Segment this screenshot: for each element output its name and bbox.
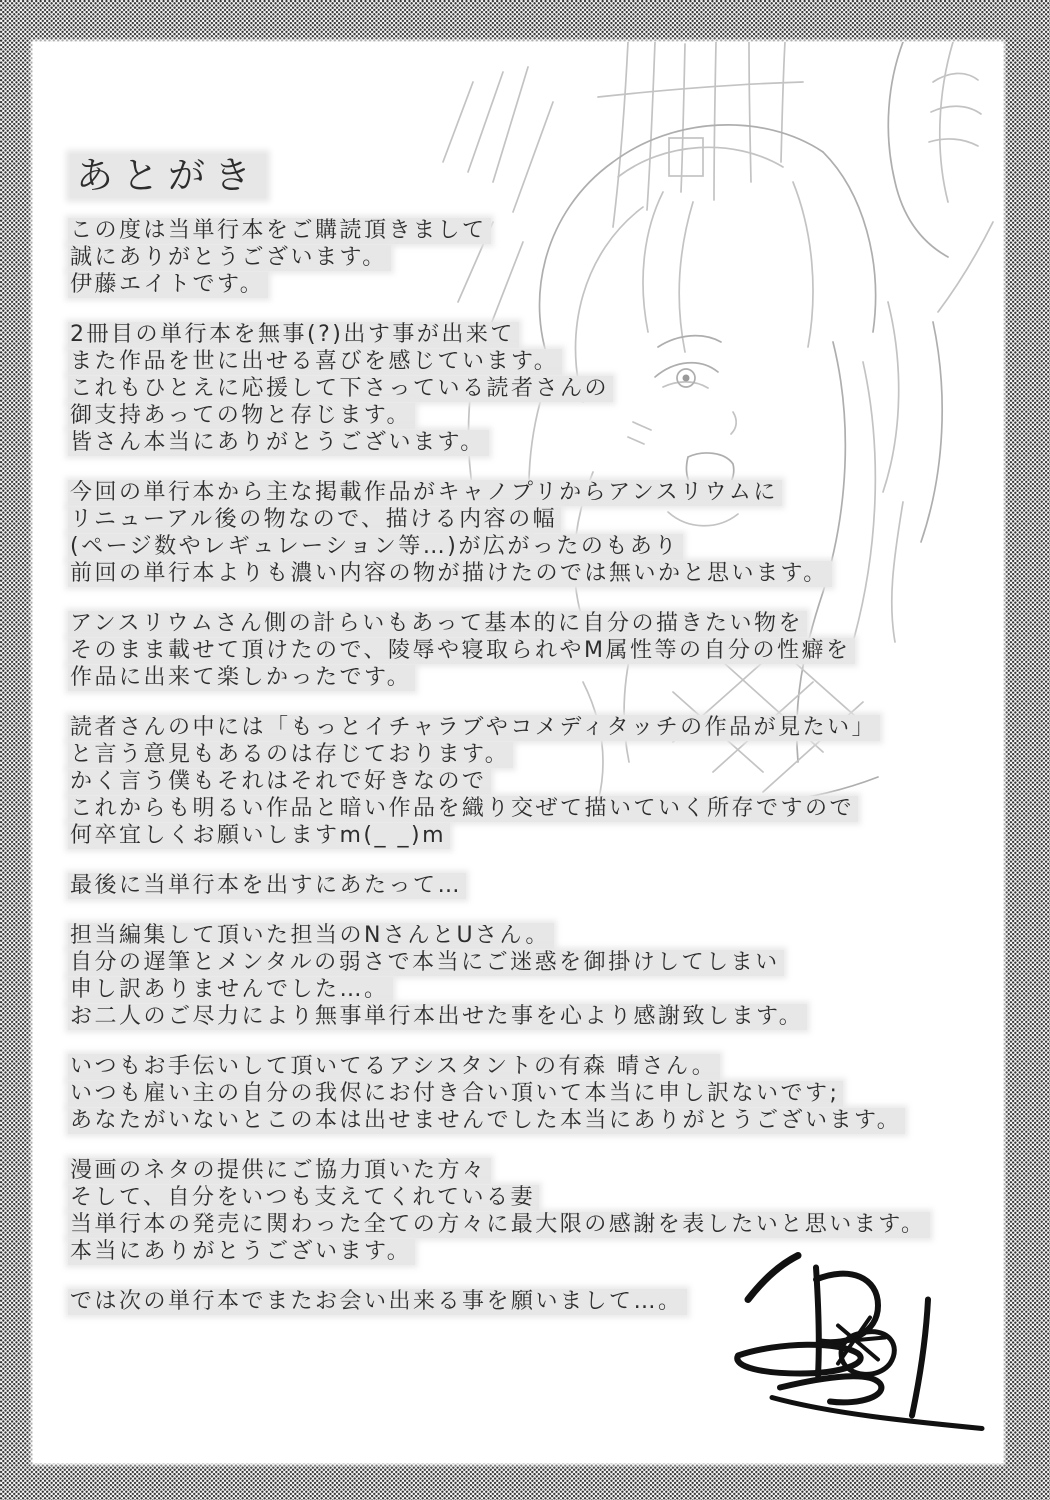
text-line: お二人のご尽力により無事単行本出せた事を心より感謝致します。 xyxy=(68,1004,807,1030)
text-line: (ページ数やレギュレーション等…)が広がったのもあり xyxy=(68,534,683,560)
text-line: 誠にありがとうございます。 xyxy=(68,245,391,271)
text-line: 申し訳ありませんでした…。 xyxy=(68,977,393,1003)
text-line: 漫画のネタの提供にご協力頂いた方々 xyxy=(68,1158,491,1184)
text-line: アンスリウムさん側の計らいもあって基本的に自分の描きたい物を xyxy=(68,611,807,637)
artist-signature-scribble-icon xyxy=(720,1235,1005,1435)
text-line: 担当編集して頂いた担当のNさんとUさん。 xyxy=(68,923,554,949)
text-line: そのまま載せて頂けたので、陵辱や寝取られやM属性等の自分の性癖を xyxy=(68,638,855,664)
paragraph xyxy=(70,923,1003,1030)
text-line: リニューアル後の物なので、描ける内容の幅 xyxy=(68,507,561,533)
artist-signature xyxy=(720,1235,1005,1435)
text-line: 当単行本の発売に関わった全ての方々に最大限の感謝を表したいと思います。 xyxy=(68,1212,930,1238)
afterword-title: あとがき xyxy=(70,154,266,198)
text-line: この度は当単行本をご購読頂きまして xyxy=(68,218,491,244)
text-line: 何卒宜しくお願いしますm(_ _)m xyxy=(68,823,450,849)
text-line: あなたがいないとこの本は出せませんでした本当にありがとうございます。 xyxy=(68,1108,905,1134)
text-line: 自分の遅筆とメンタルの弱さで本当にご迷惑を御掛けしてしまい xyxy=(68,950,784,976)
paragraph xyxy=(70,480,1003,587)
paragraph xyxy=(70,218,1003,298)
text-line: これからも明るい作品と暗い作品を織り交ぜて描いていく所存ですので xyxy=(68,796,858,822)
text-line: 前回の単行本よりも濃い内容の物が描けたのでは無いかと思います。 xyxy=(68,561,832,587)
text-line: 御支持あっての物と存じます。 xyxy=(68,403,415,429)
text-line: いつもお手伝いして頂いてるアシスタントの有森 晴さん。 xyxy=(68,1054,720,1080)
paragraph xyxy=(70,715,1003,849)
afterword-page xyxy=(33,42,1003,1463)
text-line: かく言う僕もそれはそれで好きなので xyxy=(68,769,491,795)
paragraph xyxy=(70,611,1003,691)
text-line: 皆さん本当にありがとうございます。 xyxy=(68,430,489,456)
text-line: 読者さんの中には「もっとイチャラブやコメディタッチの作品が見たい」 xyxy=(68,715,880,741)
paragraph xyxy=(70,873,1003,899)
text-line: と言う意見もあるのは存じております。 xyxy=(68,742,513,768)
text-line: これもひとえに応援して下さっている読者さんの xyxy=(68,376,613,402)
text-line: 伊藤エイトです。 xyxy=(68,272,268,298)
text-line: 最後に当単行本を出すにあたって… xyxy=(68,873,466,899)
paragraph xyxy=(70,1054,1003,1134)
text-line: そして、自分をいつも支えてくれている妻 xyxy=(68,1185,539,1211)
paragraph xyxy=(70,322,1003,456)
text-line: 2冊目の単行本を無事(?)出す事が出来て xyxy=(68,322,519,348)
text-line: 今回の単行本から主な掲載作品がキャノプリからアンスリウムに xyxy=(68,480,782,506)
text-line: では次の単行本でまたお会い出来る事を願いまして…。 xyxy=(68,1289,687,1315)
text-line: 本当にありがとうございます。 xyxy=(68,1239,415,1265)
text-line: 作品に出来て楽しかったです。 xyxy=(68,665,415,691)
text-line: いつも雇い主の自分の我侭にお付き合い頂いて本当に申し訳ないです; xyxy=(68,1081,843,1107)
text-line: また作品を世に出せる喜びを感じています。 xyxy=(68,349,562,375)
afterword-body xyxy=(70,218,1003,1315)
